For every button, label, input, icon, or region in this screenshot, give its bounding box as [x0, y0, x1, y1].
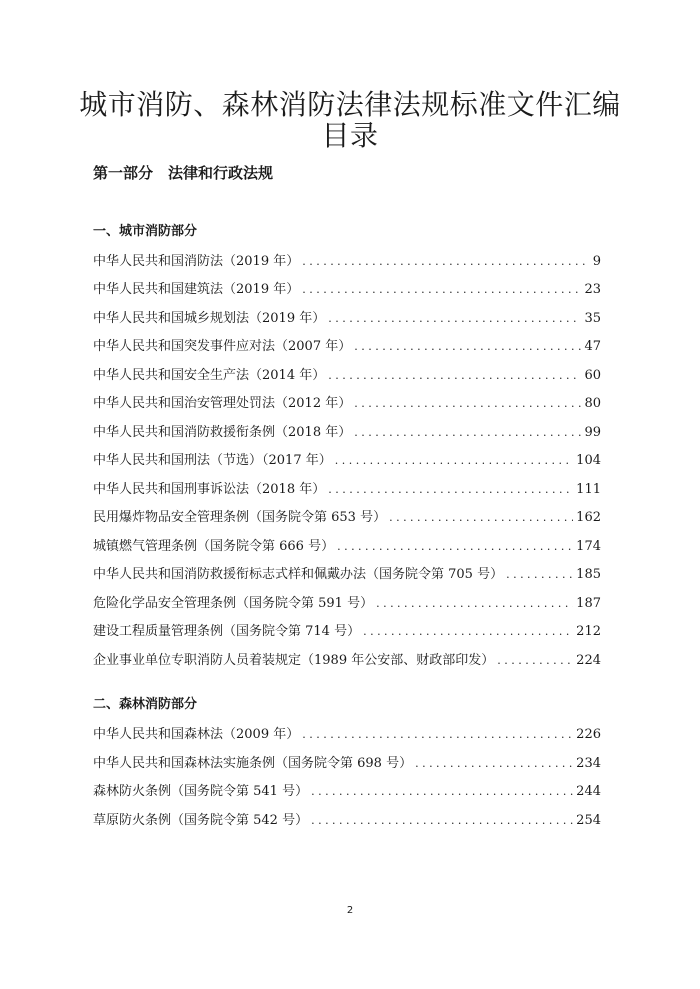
toc-entry-title: 草原防火条例（国务院令第 542 号） [93, 813, 309, 828]
part-heading: 第一部分 法律和行政法规 [93, 164, 274, 182]
toc-entry[interactable] [93, 452, 601, 470]
toc-entry-page: 80 [584, 396, 601, 411]
toc-entry[interactable] [93, 509, 601, 527]
toc-leader-dots [376, 595, 573, 613]
toc-entry-page: 9 [592, 254, 601, 269]
toc-entry-page: 212 [576, 624, 601, 639]
toc-entry[interactable] [93, 783, 601, 801]
toc-entry-page: 244 [576, 784, 601, 799]
toc-entry[interactable] [93, 538, 601, 556]
toc-entry-page: 254 [576, 813, 601, 828]
toc-entry-title: 森林防火条例（国务院令第 541 号） [93, 784, 309, 799]
toc-leader-dots [354, 395, 581, 413]
toc-entry-title: 中华人民共和国消防救援衔条例（2018 年） [93, 425, 352, 440]
toc-leader-dots [415, 755, 573, 773]
toc-entry[interactable] [93, 281, 601, 299]
toc-leader-dots [311, 812, 573, 830]
toc-entry-page: 35 [584, 311, 601, 326]
section-heading-forest: 二、森林消防部分 [93, 697, 198, 712]
toc-entry-page: 60 [584, 368, 601, 383]
toc-leader-dots [328, 367, 581, 385]
toc-entry[interactable] [93, 310, 601, 328]
toc-entry-title: 中华人民共和国森林法（2009 年） [93, 727, 300, 742]
toc-entry-title: 中华人民共和国建筑法（2019 年） [93, 282, 300, 297]
toc-leader-dots [302, 726, 573, 744]
toc-entry[interactable] [93, 623, 601, 641]
toc-entry-page: 234 [576, 756, 601, 771]
toc-entry-page: 162 [576, 510, 601, 525]
toc-leader-dots [328, 310, 581, 328]
toc-entry[interactable] [93, 338, 601, 356]
toc-entry-page: 174 [576, 539, 601, 554]
toc-entry-page: 224 [576, 653, 601, 668]
toc-leader-dots [497, 652, 573, 670]
toc-entry[interactable] [93, 595, 601, 613]
toc-entry-title: 中华人民共和国刑法（节选）（2017 年） [93, 453, 332, 468]
toc-entry[interactable] [93, 726, 601, 744]
toc-entry[interactable] [93, 424, 601, 442]
toc-leader-dots [335, 452, 573, 470]
toc-entry-title: 中华人民共和国消防法（2019 年） [93, 254, 300, 269]
page-number: 2 [346, 905, 354, 916]
toc-entry-page: 226 [576, 727, 601, 742]
toc-entry-title: 民用爆炸物品安全管理条例（国务院令第 653 号） [93, 510, 387, 525]
toc-leader-dots [363, 623, 573, 641]
toc-leader-dots [302, 281, 581, 299]
toc-entry-title: 危险化学品安全管理条例（国务院令第 591 号） [93, 596, 374, 611]
toc-entry[interactable] [93, 395, 601, 413]
document-title: 城市消防、森林消防法律法规标准文件汇编 [79, 88, 621, 121]
toc-leader-dots [328, 481, 573, 499]
toc-leader-dots [311, 783, 573, 801]
toc-entry-title: 中华人民共和国安全生产法（2014 年） [93, 368, 326, 383]
toc-entry-title: 中华人民共和国治安管理处罚法（2012 年） [93, 396, 352, 411]
toc-entry-page: 111 [576, 482, 601, 497]
toc-leader-dots [354, 424, 581, 442]
toc-entry-title: 中华人民共和国突发事件应对法（2007 年） [93, 339, 352, 354]
toc-leader-dots [302, 253, 590, 271]
toc-entry-title: 企业事业单位专职消防人员着装规定（1989 年公安部、财政部印发） [93, 653, 495, 668]
toc-leader-dots [506, 566, 573, 584]
toc-leader-dots [389, 509, 573, 527]
toc-entry[interactable] [93, 481, 601, 499]
toc-entry[interactable] [93, 566, 601, 584]
toc-leader-dots [354, 338, 581, 356]
toc-leader-dots [337, 538, 573, 556]
toc-entry-title: 中华人民共和国城乡规划法（2019 年） [93, 311, 326, 326]
toc-entry[interactable] [93, 652, 601, 670]
toc-entry[interactable] [93, 253, 601, 271]
toc-entry[interactable] [93, 755, 601, 773]
toc-entry-title: 建设工程质量管理条例（国务院令第 714 号） [93, 624, 361, 639]
toc-entry-page: 187 [576, 596, 601, 611]
toc-entry-title: 中华人民共和国森林法实施条例（国务院令第 698 号） [93, 756, 413, 771]
toc-entry-page: 23 [584, 282, 601, 297]
toc-entry-title: 城镇燃气管理条例（国务院令第 666 号） [93, 539, 335, 554]
section-heading-urban: 一、城市消防部分 [93, 224, 198, 239]
toc-entry-title: 中华人民共和国消防救援衔标志式样和佩戴办法（国务院令第 705 号） [93, 567, 504, 582]
toc-entry-page: 104 [576, 453, 601, 468]
toc-entry-title: 中华人民共和国刑事诉讼法（2018 年） [93, 482, 326, 497]
toc-entry-page: 47 [584, 339, 601, 354]
toc-entry[interactable] [93, 812, 601, 830]
document-subtitle: 目录 [321, 119, 379, 152]
toc-entry-page: 185 [576, 567, 601, 582]
toc-entry[interactable] [93, 367, 601, 385]
toc-entry-page: 99 [584, 425, 601, 440]
